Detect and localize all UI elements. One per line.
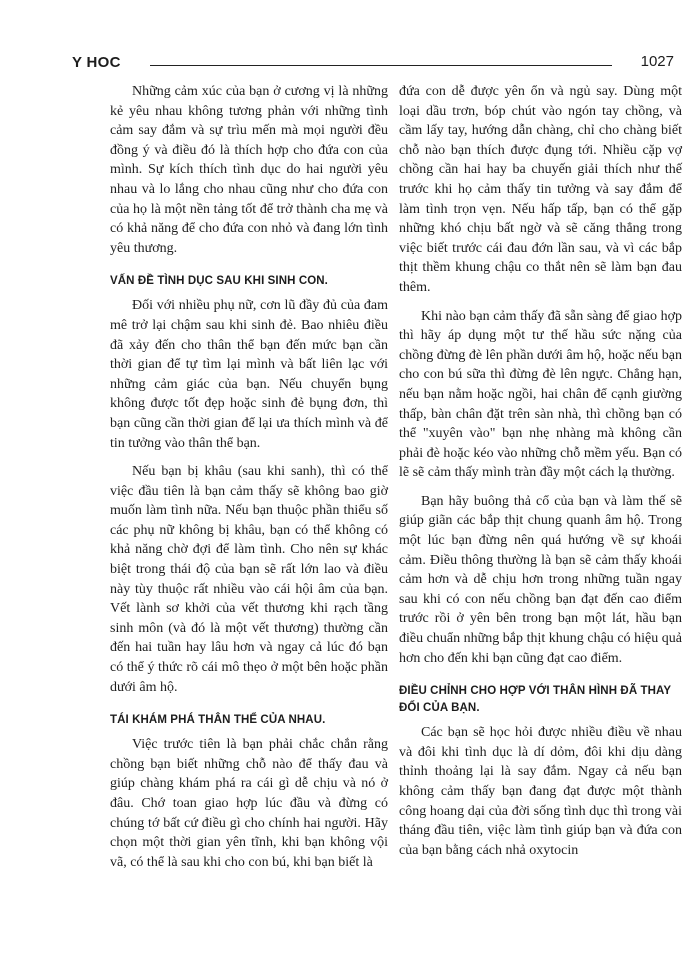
paragraph: Nếu bạn bị khâu (sau khi sanh), thì có thể việc đầu tiên là bạn cảm thấy sẽ không bao giờ muốn làm tình nữa. Nếu bạn thuộc phần thiểu số các phụ nữ không bị khâu, bạn có thể không có khả năng chờ đợi để làm tình. Cho nên sự khác biệt trong thái độ của bạn sẽ rất lớn lao và điều này tùy thuộc rất nhiều vào cái hội âm của bạn. Vết lành sơ khởi của vết thương khi rạch tầng sinh môn (và đó là một vết thương) thường cần đến hai tuần hay lâu hơn và ngay cả lúc đó bạn có thể ý thức rõ cái mô thẹo ở một bên hoặc phần dưới âm hộ.: [110, 464, 388, 695]
right-column: [399, 82, 682, 869]
paragraph: Những cảm xúc của bạn ở cương vị là những kẻ yêu nhau không tương phản với những tình cảm say đắm và sự trìu mến mà mọi người đều đồng ý và điều đó là thích hợp cho đứa con của mình. Sự kích thích tình dục do hai người yêu nhau và lo lắng cho nhau cũng như cho đứa con của họ là một nền tảng tốt để trở thành cha mẹ và có khả năng để cho đứa con nhỏ và đang lớn tình yêu thương.: [110, 84, 388, 256]
section-title: Y HOC: [72, 54, 121, 71]
paragraph: Việc trước tiên là bạn phải chắc chắn rằng chồng bạn biết những chỗ nào để thấy đau và giúp chàng khám phá ra cái gì dễ chịu và nó ở đâu. Chớ toan giao hợp lúc đầu và đừng có chúng tớ bất cứ điều gì cho chính hai người. Hãy chọn một thời gian yên tĩnh, khi bạn không vội vã, có thể là sau khi cho con bú, khi bạn biết là: [110, 737, 388, 870]
paragraph: Bạn hãy buông thả cổ của bạn và làm thế sẽ giúp giãn các bắp thịt chung quanh âm hộ. Trong một lúc bạn đừng nên quá hướng về sự khoái cảm. Điều thông thường là bạn sẽ cảm thấy khoái cảm hơn và dễ chịu hơn trong những tuần ngay sau khi có con nếu chồng bạn đạt đến cao điểm trước rồi ở yên bên trong bạn một lát, hầu bạn điều chuẩn những bắp thịt khung chậu có hiệu quả hơn cho đến khi bạn cũng đạt cao điểm.: [399, 493, 682, 666]
paragraph-continued: đứa con dễ được yên ổn và ngủ say. Dùng một loại dầu trơn, bóp chút vào ngón tay chồng, và cầm lấy tay, hướng dẫn chàng, chỉ cho chàng biết chỗ nào bạn thích được đụng tới. Nhiều cặp vợ chồng cần hai hay ba chuyến giải thích như thế trước khi họ cảm thấy tin tưởng và say đắm để làm tình trọn vẹn. Nếu hấp tấp, bạn có thể gặp những khó chịu bất ngờ và sẽ căng thẳng trong việc biết trước cái đau đớn lần sau, và vì các bắp thịt thềm khung chậu co thắt nên sẽ làm bạn đau thêm.: [399, 84, 682, 295]
paragraph: Đối với nhiều phụ nữ, cơn lũ đầy đủ của đam mê trở lại chậm sau khi sinh đẻ. Bao nhiêu điều đã xảy đến cho thân thể bạn đến mức bạn cần thời gian để tự tìm lại mình và bất liên lạc với những cảm giác của bạn. Nếu chuyển bụng không được tốt đẹp hoặc sinh đẻ bụng đơn, thì bạn cũng cần thời gian để lại ưa thích mình và để tin tưởng vào thân thể bạn.: [110, 298, 388, 451]
section-heading: ĐIỀU CHỈNH CHO HỢP VỚI THÂN HÌNH ĐÃ THAY ĐỔI CỦA BẠN.: [399, 685, 671, 715]
running-header: [72, 52, 674, 74]
page-number: 1027: [640, 53, 674, 70]
section-heading: VẤN ĐỀ TÌNH DỤC SAU KHI SINH CON.: [110, 275, 328, 288]
header-rule: [150, 65, 612, 66]
left-column: [110, 82, 388, 881]
paragraph: Các bạn sẽ học hỏi được nhiều điều về nhau và đôi khi tình dục là dí dỏm, đôi khi dịu dàng thỉnh thoảng lại là say đắm. Ngay cả nếu bạn không cảm thấy bạn đang đạt được một thành công hoang dại của đời sống tình dục thì trong vài tháng đầu tiên, việc làm tình giúp bạn và đứa con của bạn bằng cách nhả oxytocin: [399, 725, 682, 858]
paragraph: Khi nào bạn cảm thấy đã sẵn sàng để giao hợp thì hãy áp dụng một tư thế hầu sức nặng của chồng đừng đè lên phần dưới âm hộ, hoặc nếu bạn cho con bú sữa thì đừng đè lên ngực. Chẳng hạn, nếu bạn nằm hoặc ngồi, hai chân để cạnh giường thấp, bàn chân đặt trên sàn nhà, thì chồng bạn có thể "xuyên vào" bạn nhẹ nhàng mà không cần phải đè hoặc kéo vào những chỗ mềm yếu. Bạn có lẽ sẽ cảm thấy mình tràn đầy một cách lạ thường.: [399, 308, 682, 481]
section-heading: TÁI KHÁM PHÁ THÂN THỂ CỦA NHAU.: [110, 714, 326, 727]
